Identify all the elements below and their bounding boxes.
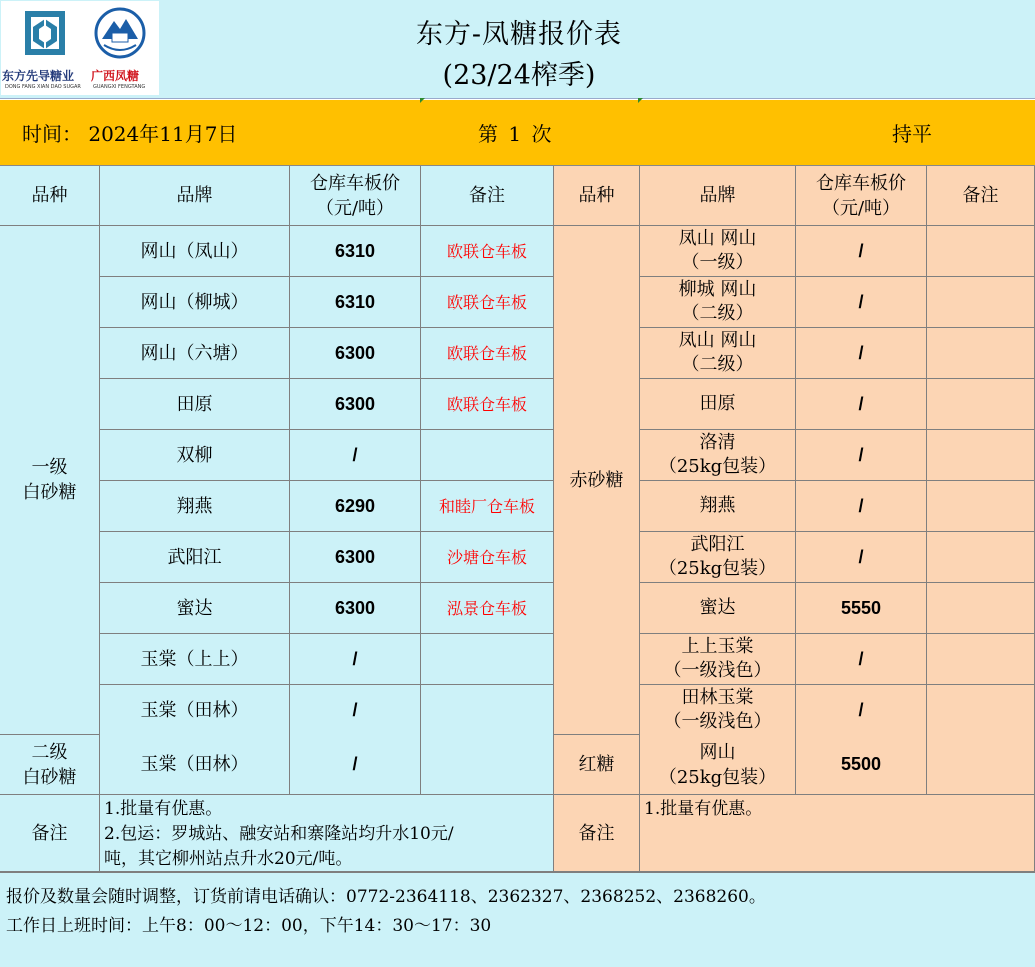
brown-price-cell: /: [796, 277, 927, 328]
header-variety-right: 品种: [554, 166, 640, 226]
grade2-remark: [421, 735, 554, 795]
brand-stack: [659, 533, 776, 581]
brand-line: （一级）: [681, 252, 754, 273]
header-remark-right: 备注: [927, 166, 1035, 226]
white-brand-cell: 田原: [100, 379, 290, 430]
variety-label: 一级: [31, 457, 68, 478]
header-brand-right: 品牌: [640, 166, 796, 226]
brown-price-cell: /: [796, 481, 927, 532]
brand-line: 洛清: [699, 432, 736, 453]
brand-line: 翔燕: [699, 495, 736, 516]
brand-line: 蜜达: [699, 597, 736, 618]
brown-brand-cell: [640, 685, 796, 736]
white-brand-cell: 玉棠（田林）: [100, 685, 290, 736]
dongfang-logo-icon: [23, 9, 67, 57]
brand-stack: [679, 278, 757, 326]
brand-stack: [700, 596, 736, 620]
white-price-cell: 6290: [290, 481, 421, 532]
white-remark-cell: 欧联仓车板: [421, 328, 554, 379]
brand-line: （一级浅色）: [663, 711, 772, 732]
dongfang-logo-sub: DONG FANG XIAN DAO SUGAR: [5, 84, 81, 90]
red-sugar-remark: [927, 735, 1035, 795]
note-line: 1.批量有优惠。: [104, 799, 223, 819]
brand-line: 田林玉棠: [681, 687, 754, 708]
contact-footer: [0, 872, 1035, 967]
white-brand-cell: 网山（柳城）: [100, 277, 290, 328]
white-price-cell: /: [290, 685, 421, 736]
brand-line: （一级浅色）: [663, 660, 772, 681]
brown-price-cell: /: [796, 430, 927, 481]
brand-line: 上上玉棠: [681, 636, 754, 657]
header-price-right: [796, 166, 927, 226]
brown-brand-cell: [640, 226, 796, 277]
brown-remark-cell: [927, 634, 1035, 685]
brown-remark-cell: [927, 226, 1035, 277]
brand-line: 凤山 网山: [678, 228, 757, 249]
grade2-brand: 玉棠（田林）: [100, 735, 290, 795]
fengtang-logo-sub: GUANGXI FENGTANG: [93, 84, 146, 90]
brown-brand-cell: [640, 328, 796, 379]
brown-remark-cell: [927, 532, 1035, 583]
white-brand-cell: 玉棠（上上）: [100, 634, 290, 685]
white-remark-cell: 沙塘仓车板: [421, 532, 554, 583]
header-price-unit: （元/吨）: [315, 197, 395, 219]
brown-price-cell: /: [796, 532, 927, 583]
brown-brand-cell: [640, 634, 796, 685]
variety-grade2-white: [0, 735, 100, 795]
brown-remark-cell: [927, 685, 1035, 736]
brown-remark-cell: [927, 481, 1035, 532]
brown-brand-cell: [640, 532, 796, 583]
note-line: 2.包运：罗城站、融安站和寨隆站均升水10元/: [104, 824, 454, 844]
grade2-price: /: [290, 735, 421, 795]
white-price-cell: 6310: [290, 226, 421, 277]
header-remark-left: 备注: [421, 166, 554, 226]
brand-line: （二级）: [681, 303, 754, 324]
brown-price-cell: /: [796, 328, 927, 379]
white-brand-cell: 网山（凤山）: [100, 226, 290, 277]
contact-line: 报价及数量会随时调整，订货前请电话确认：0772-2364118、2362327、2368252、2368260。: [6, 887, 766, 907]
variety-label: 白砂糖: [22, 766, 77, 788]
variety-grade1-white: [0, 226, 100, 735]
white-remark-cell: 欧联仓车板: [421, 277, 554, 328]
white-remark-cell: [421, 430, 554, 481]
header-variety-left: 品种: [0, 166, 100, 226]
variety-label: 二级: [31, 741, 68, 763]
white-brand-cell: 蜜达: [100, 583, 290, 634]
white-brand-cell: 网山（六塘）: [100, 328, 290, 379]
brand-stack: [664, 635, 772, 683]
white-price-cell: 6300: [290, 583, 421, 634]
fengtang-logo-name: 广西凤糖: [91, 69, 140, 83]
header-price-label: 仓库车板价: [310, 172, 400, 194]
sheet-header: [0, 0, 1035, 99]
brand-stack: [700, 392, 736, 416]
brown-brand-cell: [640, 277, 796, 328]
note-line: 吨，其它柳州站点升水20元/吨。: [104, 849, 353, 869]
white-price-cell: 6300: [290, 328, 421, 379]
white-price-cell: 6300: [290, 532, 421, 583]
white-brand-cell: 武阳江: [100, 532, 290, 583]
white-remark-cell: [421, 634, 554, 685]
red-sugar-price: 5500: [796, 735, 927, 795]
brand-line: 田原: [699, 393, 736, 414]
brand-line: 网山: [699, 741, 736, 763]
brand-line: 武阳江: [690, 534, 745, 555]
brown-price-cell: /: [796, 685, 927, 736]
brown-price-cell: /: [796, 379, 927, 430]
note-line: 1.批量有优惠。: [644, 799, 763, 819]
notes-left: [100, 795, 554, 872]
white-price-cell: /: [290, 430, 421, 481]
brown-price-cell: /: [796, 634, 927, 685]
brown-remark-cell: [927, 430, 1035, 481]
quote-date: 时间： 2024年11月7日: [22, 122, 238, 146]
brand-line: （25kg包装）: [658, 558, 777, 579]
brown-brand-cell: [640, 583, 796, 634]
red-sugar-brand: [640, 735, 796, 795]
white-price-cell: 6300: [290, 379, 421, 430]
brown-remark-cell: [927, 328, 1035, 379]
white-price-cell: 6310: [290, 277, 421, 328]
white-remark-cell: [421, 685, 554, 736]
page-title: 东方-凤糖报价表: [415, 19, 623, 50]
header-price-unit: （元/吨）: [821, 197, 901, 219]
brand-stack: [659, 431, 776, 479]
header-price-label: 仓库车板价: [816, 172, 906, 194]
notes-label-right: 备注: [554, 795, 640, 872]
brown-remark-cell: [927, 379, 1035, 430]
brand-line: （25kg包装）: [658, 766, 777, 788]
logo-area: [1, 1, 159, 95]
brand-stack: [679, 329, 757, 377]
brand-line: 柳城 网山: [678, 279, 757, 300]
brand-line: （25kg包装）: [658, 456, 777, 477]
white-remark-cell: 欧联仓车板: [421, 379, 554, 430]
notes-right: [640, 795, 1035, 872]
fengtang-logo-icon: [94, 7, 146, 59]
quote-round: 第 1 次: [478, 122, 554, 146]
white-remark-cell: 泓景仓车板: [421, 583, 554, 634]
brand-stack: [664, 686, 772, 734]
notes-label-left: 备注: [0, 795, 100, 872]
white-price-cell: /: [290, 634, 421, 685]
variety-brown-sugar: 赤砂糖: [554, 226, 640, 735]
brown-remark-cell: [927, 277, 1035, 328]
page-subtitle: (23/24榨季): [442, 60, 596, 91]
brown-brand-cell: [640, 430, 796, 481]
white-remark-cell: 欧联仓车板: [421, 226, 554, 277]
brown-brand-cell: [640, 481, 796, 532]
variety-label: 白砂糖: [22, 482, 77, 503]
brown-price-cell: 5550: [796, 583, 927, 634]
brand-stack: [700, 494, 736, 518]
variety-red-sugar: 红糖: [554, 735, 640, 795]
office-hours: 工作日上班时间：上午8：00～12：00，下午14：30～17：30: [6, 916, 492, 936]
cell-comment-marker: [638, 98, 643, 103]
header-brand-left: 品牌: [100, 166, 290, 226]
brand-line: （二级）: [681, 354, 754, 375]
brown-brand-cell: [640, 379, 796, 430]
brand-stack: [679, 227, 757, 275]
brown-remark-cell: [927, 583, 1035, 634]
white-remark-cell: 和睦厂仓车板: [421, 481, 554, 532]
header-price-left: [290, 166, 421, 226]
info-bar: [0, 100, 1035, 166]
dongfang-logo-name: 东方先导糖业: [2, 69, 75, 83]
white-brand-cell: 翔燕: [100, 481, 290, 532]
white-brand-cell: 双柳: [100, 430, 290, 481]
brand-line: 凤山 网山: [678, 330, 757, 351]
price-trend: 持平: [892, 122, 932, 146]
cell-comment-marker: [420, 98, 425, 103]
brown-price-cell: /: [796, 226, 927, 277]
